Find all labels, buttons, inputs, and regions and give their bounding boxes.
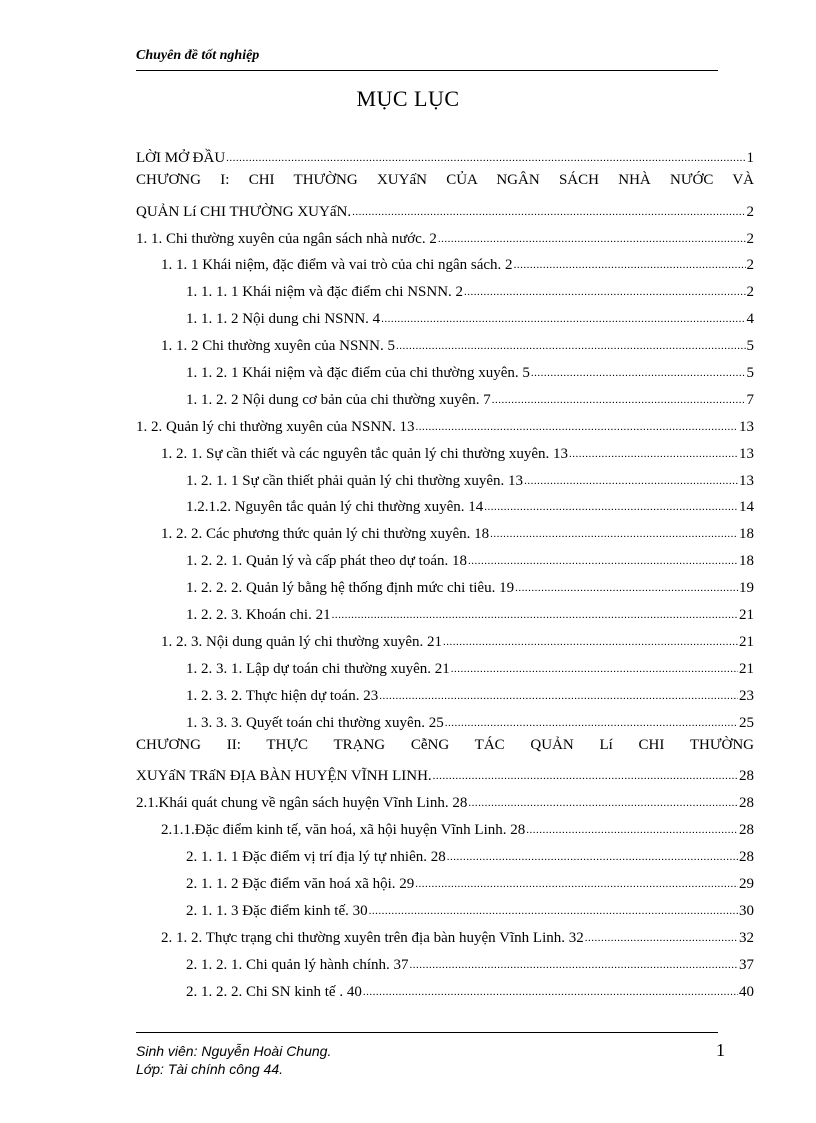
toc-entry-title: 1.2.1.2. Nguyên tắc quản lý chi thường xuyên. 14 xyxy=(186,499,484,516)
toc-entry[interactable] xyxy=(136,463,754,490)
toc-leader-dots xyxy=(515,583,738,597)
toc-entry[interactable] xyxy=(136,436,754,463)
toc-entry[interactable] xyxy=(136,678,754,705)
toc-entry-page: 7 xyxy=(746,391,754,408)
toc-entry[interactable] xyxy=(136,382,754,409)
toc-leader-dots xyxy=(468,556,738,570)
toc-leader-dots xyxy=(447,852,738,866)
toc-leader-dots xyxy=(416,422,738,436)
toc-entry[interactable] xyxy=(136,328,754,355)
toc-entry-title: 1. 3. 3. 3. Quyết toán chi thường xuyên. 25 xyxy=(186,714,444,731)
toc-entry[interactable] xyxy=(136,866,754,893)
toc-leader-dots xyxy=(490,529,738,543)
toc-entry-title: 1. 1. 1 Khái niệm, đặc điểm và vai trò của chi ngân sách. 2 xyxy=(161,257,513,274)
toc-chapter-heading-line: CHƯƠNG I: CHI THƯỜNG XUYấN CỦA NGÂN SÁCH NHÀ NƯỚC VÀ xyxy=(136,171,754,188)
toc-entry-page: 21 xyxy=(739,660,754,677)
toc-entry-title: 1. 2. 3. 1. Lập dự toán chi thường xuyên. 21 xyxy=(186,660,450,677)
toc-entry-page: 5 xyxy=(746,365,754,382)
toc-entry[interactable] xyxy=(136,140,754,167)
toc-leader-dots xyxy=(484,502,738,516)
footer-divider xyxy=(136,1032,718,1033)
toc-leader-dots xyxy=(451,664,738,678)
toc-entry-title: LỜI MỞ ĐẦU xyxy=(136,149,226,166)
toc-entry[interactable] xyxy=(136,570,754,597)
toc-leader-dots xyxy=(526,825,738,839)
toc-leader-dots xyxy=(363,987,738,1001)
toc-entry-page: 2 xyxy=(746,257,754,274)
toc-entry-title: 2. 1. 2. 1. Chi quản lý hành chính. 37 xyxy=(186,956,409,973)
toc-entry-page: 25 xyxy=(739,714,754,731)
toc-entry-page: 18 xyxy=(739,553,754,570)
toc-entry-title: 1. 2. Quản lý chi thường xuyên của NSNN. 13 xyxy=(136,418,415,435)
toc-entry-page: 4 xyxy=(746,311,754,328)
toc-leader-dots xyxy=(433,771,738,785)
toc-entry[interactable] xyxy=(136,839,754,866)
toc-entry-page: 40 xyxy=(739,983,754,1000)
toc-entry-title: QUẢN Lí CHI THƯỜNG XUYấN. xyxy=(136,203,352,220)
toc-entry[interactable] xyxy=(136,301,754,328)
table-of-contents xyxy=(136,140,754,1001)
toc-leader-dots xyxy=(585,933,738,947)
footer-page-number: 1 xyxy=(716,1040,725,1060)
toc-entry-title: 1. 1. 2 Chi thường xuyên của NSNN. 5 xyxy=(161,338,395,355)
toc-chapter-entry[interactable] xyxy=(136,732,754,786)
toc-leader-dots xyxy=(396,341,746,355)
toc-entry-page: 14 xyxy=(739,499,754,516)
toc-entry-page: 29 xyxy=(739,875,754,892)
toc-leader-dots xyxy=(379,691,738,705)
toc-entry-title: 1. 1. 1. 2 Nội dung chi NSNN. 4 xyxy=(186,311,381,328)
header-title: Chuyên đề tốt nghiệp xyxy=(136,48,260,63)
toc-entry[interactable] xyxy=(136,194,754,221)
toc-entry[interactable] xyxy=(136,248,754,275)
toc-entry[interactable] xyxy=(136,221,754,248)
toc-leader-dots xyxy=(409,960,738,974)
toc-entry-page: 5 xyxy=(746,338,754,355)
toc-leader-dots xyxy=(443,637,738,651)
toc-leader-dots xyxy=(415,879,738,893)
toc-entry[interactable] xyxy=(136,974,754,1001)
toc-leader-dots xyxy=(514,260,746,274)
toc-entry[interactable] xyxy=(136,759,754,786)
toc-entry[interactable] xyxy=(136,624,754,651)
toc-leader-dots xyxy=(369,906,738,920)
toc-entry-title: 2.1.1.Đặc điểm kinh tế, văn hoá, xã hội huyện Vĩnh Linh. 28 xyxy=(161,822,526,839)
toc-entry-title: 1. 1. 2. 1 Khái niệm và đặc điểm của chi thường xuyên. 5 xyxy=(186,365,530,382)
toc-entry-page: 18 xyxy=(739,526,754,543)
document-title: MỤC LỤC xyxy=(356,86,460,111)
toc-entry-page: 32 xyxy=(739,929,754,946)
toc-entry-title: 1. 2. 1. Sự cần thiết và các nguyên tắc quản lý chi thường xuyên. 13 xyxy=(161,445,569,462)
toc-entry-title: 1. 2. 2. Các phương thức quản lý chi thường xuyên. 18 xyxy=(161,526,490,543)
toc-entry-title: 2. 1. 2. 2. Chi SN kinh tế . 40 xyxy=(186,983,362,1000)
toc-leader-dots xyxy=(352,207,745,221)
toc-entry-title: 1. 2. 3. Nội dung quản lý chi thường xuyên. 21 xyxy=(161,633,443,650)
toc-entry-page: 2 xyxy=(746,203,754,220)
toc-leader-dots xyxy=(569,449,738,463)
toc-entry-title: 1. 1. Chi thường xuyên của ngân sách nhà nước. 2 xyxy=(136,230,437,247)
toc-entry-title: 1. 1. 2. 2 Nội dung cơ bản của chi thường xuyên. 7 xyxy=(186,391,491,408)
toc-leader-dots xyxy=(445,718,738,732)
toc-leader-dots xyxy=(332,610,738,624)
toc-entry-page: 28 xyxy=(739,822,754,839)
toc-entry-page: 37 xyxy=(739,956,754,973)
toc-entry[interactable] xyxy=(136,893,754,920)
toc-entry-page: 2 xyxy=(746,284,754,301)
toc-entry[interactable] xyxy=(136,947,754,974)
toc-entry-title: 2.1.Khái quát chung về ngân sách huyện Vĩnh Linh. 28 xyxy=(136,795,468,812)
toc-entry-title: 1. 2. 2. 2. Quản lý bằng hệ thống định mức chi tiêu. 19 xyxy=(186,580,515,597)
toc-entry-page: 30 xyxy=(739,902,754,919)
toc-entry-title: XUYấN TRấN ĐỊA BÀN HUYỆN VĨNH LINH. xyxy=(136,768,432,785)
toc-chapter-entry[interactable] xyxy=(136,167,754,221)
toc-entry-page: 21 xyxy=(739,607,754,624)
toc-entry-page: 28 xyxy=(739,768,754,785)
toc-entry-page: 13 xyxy=(739,445,754,462)
toc-entry-page: 2 xyxy=(746,230,754,247)
toc-leader-dots xyxy=(381,314,745,328)
toc-entry-title: 2. 1. 2. Thực trạng chi thường xuyên trên địa bàn huyện Vĩnh Linh. 32 xyxy=(161,929,584,946)
toc-entry[interactable] xyxy=(136,543,754,570)
toc-leader-dots xyxy=(464,287,745,301)
toc-chapter-heading-line: CHƯƠNG II: THỰC TRẠNG CễNG TÁC QUẢN Lí CHI THƯỜNG xyxy=(136,736,754,753)
toc-entry[interactable] xyxy=(136,812,754,839)
toc-entry[interactable] xyxy=(136,705,754,732)
toc-entry[interactable] xyxy=(136,920,754,947)
toc-entry-title: 1. 2. 2. 1. Quản lý và cấp phát theo dự toán. 18 xyxy=(186,553,467,570)
toc-entry-page: 28 xyxy=(739,849,754,866)
toc-entry[interactable] xyxy=(136,490,754,517)
toc-entry-title: 1. 2. 3. 2. Thực hiện dự toán. 23 xyxy=(186,687,379,704)
toc-entry-page: 28 xyxy=(739,795,754,812)
toc-entry-title: 1. 1. 1. 1 Khái niệm và đặc điểm chi NSNN. 2 xyxy=(186,284,464,301)
toc-entry-title: 2. 1. 1. 1 Đặc điểm vị trí địa lý tự nhiên. 28 xyxy=(186,849,446,866)
toc-leader-dots xyxy=(226,153,745,167)
toc-entry-page: 21 xyxy=(739,633,754,650)
toc-leader-dots xyxy=(524,476,738,490)
toc-entry[interactable] xyxy=(136,785,754,812)
toc-entry[interactable] xyxy=(136,274,754,301)
toc-entry[interactable] xyxy=(136,516,754,543)
toc-entry-title: 2. 1. 1. 2 Đặc điểm văn hoá xã hội. 29 xyxy=(186,875,415,892)
toc-leader-dots xyxy=(492,395,746,409)
toc-entry[interactable] xyxy=(136,651,754,678)
toc-entry-title: 1. 2. 1. 1 Sự cần thiết phải quản lý chi thường xuyên. 13 xyxy=(186,472,524,489)
toc-entry-page: 23 xyxy=(739,687,754,704)
toc-leader-dots xyxy=(531,368,746,382)
toc-entry-page: 13 xyxy=(739,418,754,435)
footer-class: Lớp: Tài chính công 44. xyxy=(136,1061,283,1077)
toc-entry-page: 1 xyxy=(746,149,754,166)
header-divider xyxy=(136,70,718,71)
toc-entry-title: 1. 2. 2. 3. Khoán chi. 21 xyxy=(186,607,331,624)
toc-leader-dots xyxy=(438,234,746,248)
toc-entry-page: 19 xyxy=(739,580,754,597)
footer-student-name: Sinh viên: Nguyễn Hoài Chung. xyxy=(136,1043,332,1059)
toc-entry[interactable] xyxy=(136,597,754,624)
toc-entry[interactable] xyxy=(136,409,754,436)
toc-entry[interactable] xyxy=(136,355,754,382)
toc-entry-page: 13 xyxy=(739,472,754,489)
toc-entry-title: 2. 1. 1. 3 Đặc điểm kinh tế. 30 xyxy=(186,902,368,919)
toc-leader-dots xyxy=(468,798,738,812)
